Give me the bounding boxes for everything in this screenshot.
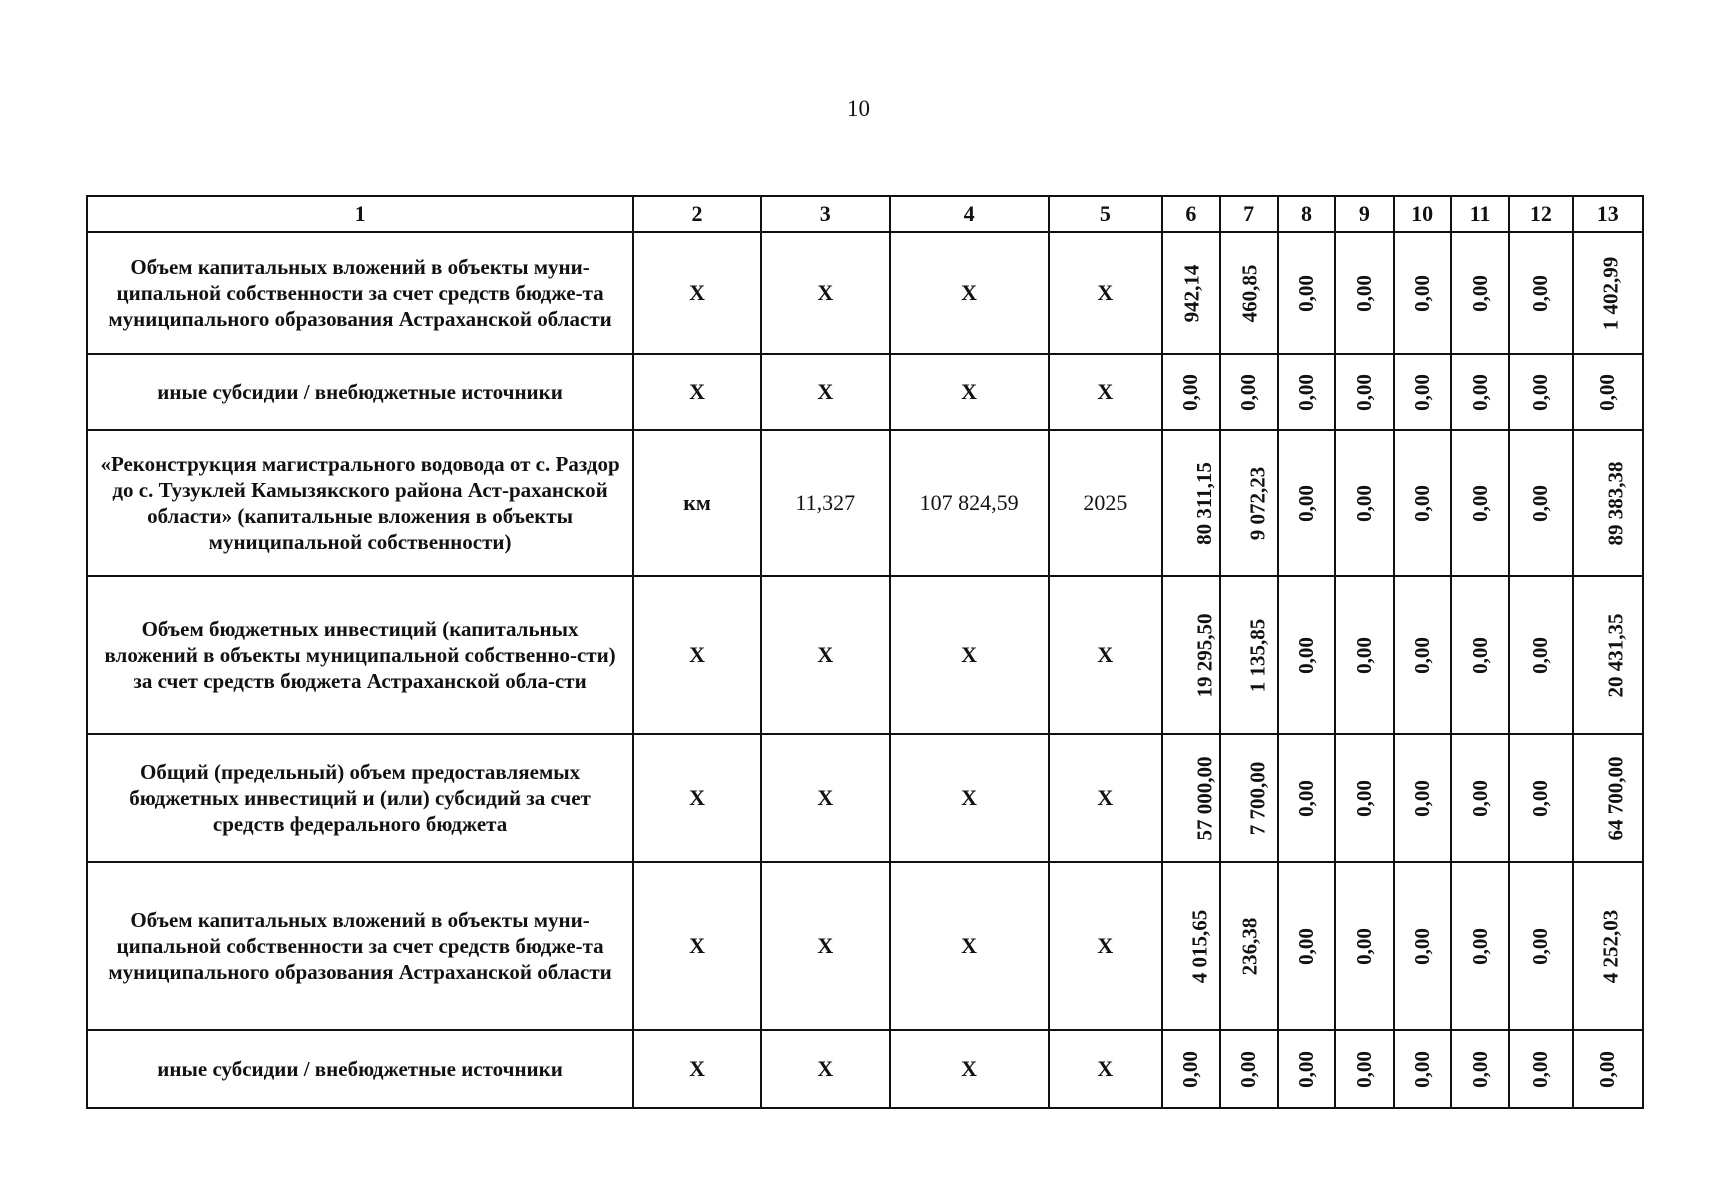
column-header: 3: [761, 196, 890, 232]
table-row: [87, 734, 1643, 862]
table-cell: 107 824,59: [890, 430, 1049, 576]
value-cell: [1335, 862, 1393, 1030]
value-cell: [1451, 354, 1509, 430]
value-cell: [1335, 430, 1393, 576]
value-text: 0,00: [1467, 484, 1492, 522]
value-text: 0,00: [1294, 373, 1318, 411]
page-number: 10: [847, 96, 870, 121]
value-text: 57 000,00: [1192, 756, 1217, 840]
value-cell: [1573, 862, 1643, 1030]
value-cell: [1451, 1030, 1509, 1108]
column-header: 1: [87, 196, 633, 232]
table-cell: X: [633, 862, 761, 1030]
value-text: 0,00: [1528, 636, 1553, 674]
value-cell: [1394, 862, 1451, 1030]
value-text: 19 295,50: [1192, 613, 1217, 697]
value-cell: [1162, 430, 1219, 576]
value-text: 0,00: [1178, 1050, 1203, 1088]
value-cell: [1394, 430, 1451, 576]
value-cell: [1394, 354, 1451, 430]
value-text: 0,00: [1294, 779, 1318, 817]
value-cell: [1220, 734, 1278, 862]
value-cell: [1451, 734, 1509, 862]
value-cell: [1451, 232, 1509, 354]
column-header: 11: [1451, 196, 1509, 232]
value-text: 80 311,15: [1192, 461, 1217, 545]
value-cell: [1573, 232, 1643, 354]
value-cell: [1278, 430, 1335, 576]
value-text: 0,00: [1467, 1050, 1492, 1088]
value-cell: [1220, 576, 1278, 734]
column-header: 4: [890, 196, 1049, 232]
table-row: [87, 354, 1643, 430]
column-header: 9: [1335, 196, 1393, 232]
value-text: 0,00: [1467, 779, 1492, 817]
value-text: 0,00: [1351, 484, 1376, 522]
value-cell: [1335, 232, 1393, 354]
table-cell: X: [890, 576, 1049, 734]
table-cell: 2025: [1049, 430, 1163, 576]
row-description: Объем капитальных вложений в объекты муни-ципальной собственности за счет средств бюдже-та муниципального образования Астраханской области: [87, 232, 633, 354]
table-cell: X: [633, 734, 761, 862]
row-description: иные субсидии / внебюджетные источники: [87, 354, 633, 430]
value-text: 0,00: [1409, 1050, 1434, 1088]
value-text: 236,38: [1236, 917, 1261, 975]
value-cell: [1394, 232, 1451, 354]
value-cell: [1162, 1030, 1219, 1108]
value-cell: [1509, 576, 1572, 734]
table-row: [87, 430, 1643, 576]
value-cell: [1509, 232, 1572, 354]
value-cell: [1573, 354, 1643, 430]
value-text: 0,00: [1528, 373, 1553, 411]
value-cell: [1509, 734, 1572, 862]
value-text: 0,00: [1528, 1050, 1553, 1088]
value-text: 0,00: [1409, 779, 1434, 817]
value-text: 0,00: [1351, 636, 1376, 674]
value-text: 0,00: [1467, 636, 1492, 674]
value-cell: [1573, 734, 1643, 862]
value-text: 460,85: [1236, 264, 1261, 322]
value-text: 0,00: [1236, 1050, 1261, 1088]
value-text: 0,00: [1467, 927, 1492, 965]
row-description: Общий (предельный) объем предоставляемых бюджетных инвестиций и (или) субсидий за счет средств федерального бюджета: [87, 734, 633, 862]
value-cell: [1509, 430, 1572, 576]
row-description: «Реконструкция магистрального водовода от с. Раздор до с. Тузуклей Камызякского района Аст-раханской области» (капитальные вложения в объекты муниципальной собственности): [87, 430, 633, 576]
table-cell: X: [761, 232, 890, 354]
value-text: 0,00: [1595, 1050, 1620, 1088]
value-cell: [1220, 430, 1278, 576]
row-description: Объем бюджетных инвестиций (капитальных вложений в объекты муниципальной собственно-сти) за счет средств бюджета Астраханской обла-сти: [87, 576, 633, 734]
table-cell: X: [890, 734, 1049, 862]
column-header: 8: [1278, 196, 1335, 232]
value-cell: [1573, 576, 1643, 734]
row-description: иные субсидии / внебюджетные источники: [87, 1030, 633, 1108]
header-row: [87, 196, 1643, 232]
table-cell: 11,327: [761, 430, 890, 576]
value-text: 0,00: [1294, 274, 1318, 312]
column-header: 12: [1509, 196, 1572, 232]
value-cell: [1394, 1030, 1451, 1108]
value-text: 0,00: [1467, 274, 1492, 312]
value-cell: [1335, 576, 1393, 734]
value-cell: [1278, 862, 1335, 1030]
table-cell: X: [1049, 576, 1163, 734]
value-cell: [1509, 354, 1572, 430]
value-text: 0,00: [1528, 927, 1553, 965]
value-text: 0,00: [1467, 373, 1492, 411]
value-text: 0,00: [1351, 373, 1376, 411]
table-cell: X: [1049, 354, 1163, 430]
table-cell: X: [890, 862, 1049, 1030]
value-cell: [1509, 862, 1572, 1030]
value-text: 0,00: [1294, 636, 1318, 674]
value-text: 20 431,35: [1603, 613, 1628, 697]
column-header: 2: [633, 196, 761, 232]
table-cell: X: [761, 862, 890, 1030]
value-cell: [1162, 576, 1219, 734]
table-row: [87, 232, 1643, 354]
table-cell: км: [633, 430, 761, 576]
value-cell: [1220, 354, 1278, 430]
value-cell: [1335, 354, 1393, 430]
value-text: 0,00: [1351, 779, 1376, 817]
value-cell: [1220, 232, 1278, 354]
value-cell: [1573, 430, 1643, 576]
value-cell: [1278, 354, 1335, 430]
value-text: 4 015,65: [1187, 909, 1212, 983]
table-cell: X: [1049, 862, 1163, 1030]
value-cell: [1335, 1030, 1393, 1108]
value-cell: [1451, 430, 1509, 576]
value-text: 0,00: [1294, 927, 1318, 965]
value-cell: [1162, 734, 1219, 862]
value-cell: [1573, 1030, 1643, 1108]
value-cell: [1451, 576, 1509, 734]
value-text: 0,00: [1595, 373, 1620, 411]
value-text: 0,00: [1351, 1050, 1376, 1088]
data-table: [86, 195, 1644, 1109]
value-cell: [1220, 862, 1278, 1030]
column-header: 7: [1220, 196, 1278, 232]
row-description: Объем капитальных вложений в объекты муни-ципальной собственности за счет средств бюдже-та муниципального образования Астраханской области: [87, 862, 633, 1030]
table-cell: X: [633, 232, 761, 354]
value-text: 64 700,00: [1603, 756, 1628, 840]
table-cell: X: [761, 1030, 890, 1108]
table-cell: X: [890, 354, 1049, 430]
value-text: 0,00: [1528, 779, 1553, 817]
value-cell: [1278, 232, 1335, 354]
table-cell: X: [633, 1030, 761, 1108]
value-text: 0,00: [1409, 927, 1434, 965]
table-cell: X: [633, 354, 761, 430]
value-text: 7 700,00: [1244, 761, 1269, 835]
value-cell: [1335, 734, 1393, 862]
table-cell: X: [890, 232, 1049, 354]
table-cell: X: [1049, 232, 1163, 354]
value-text: 9 072,23: [1244, 466, 1269, 540]
value-text: 0,00: [1294, 1050, 1318, 1088]
value-cell: [1278, 734, 1335, 862]
value-text: 0,00: [1409, 484, 1434, 522]
value-cell: [1394, 734, 1451, 862]
table-cell: X: [761, 734, 890, 862]
table-row: [87, 1030, 1643, 1108]
value-text: 0,00: [1351, 927, 1376, 965]
value-text: 1 402,99: [1597, 256, 1622, 330]
value-text: 1 135,85: [1244, 618, 1269, 692]
value-text: 4 252,03: [1597, 909, 1622, 983]
value-cell: [1394, 576, 1451, 734]
value-text: 0,00: [1236, 373, 1261, 411]
value-cell: [1509, 1030, 1572, 1108]
table-cell: X: [1049, 1030, 1163, 1108]
column-header: 10: [1394, 196, 1451, 232]
value-text: 0,00: [1528, 484, 1553, 522]
table-cell: X: [1049, 734, 1163, 862]
column-header: 13: [1573, 196, 1643, 232]
value-cell: [1162, 862, 1219, 1030]
column-header: 5: [1049, 196, 1163, 232]
value-text: 942,14: [1179, 264, 1204, 322]
table-cell: X: [633, 576, 761, 734]
table-cell: X: [890, 1030, 1049, 1108]
value-text: 0,00: [1178, 373, 1203, 411]
value-cell: [1451, 862, 1509, 1030]
table-cell: X: [761, 354, 890, 430]
value-text: 0,00: [1351, 274, 1376, 312]
value-text: 0,00: [1409, 636, 1434, 674]
value-cell: [1278, 576, 1335, 734]
value-cell: [1162, 354, 1219, 430]
value-cell: [1162, 232, 1219, 354]
value-text: 0,00: [1409, 274, 1434, 312]
column-header: 6: [1162, 196, 1219, 232]
value-cell: [1278, 1030, 1335, 1108]
table-row: [87, 862, 1643, 1030]
value-text: 0,00: [1294, 484, 1318, 522]
value-cell: [1220, 1030, 1278, 1108]
table-row: [87, 576, 1643, 734]
value-text: 0,00: [1409, 373, 1434, 411]
table-cell: X: [761, 576, 890, 734]
value-text: 89 383,38: [1603, 461, 1628, 545]
value-text: 0,00: [1528, 274, 1553, 312]
